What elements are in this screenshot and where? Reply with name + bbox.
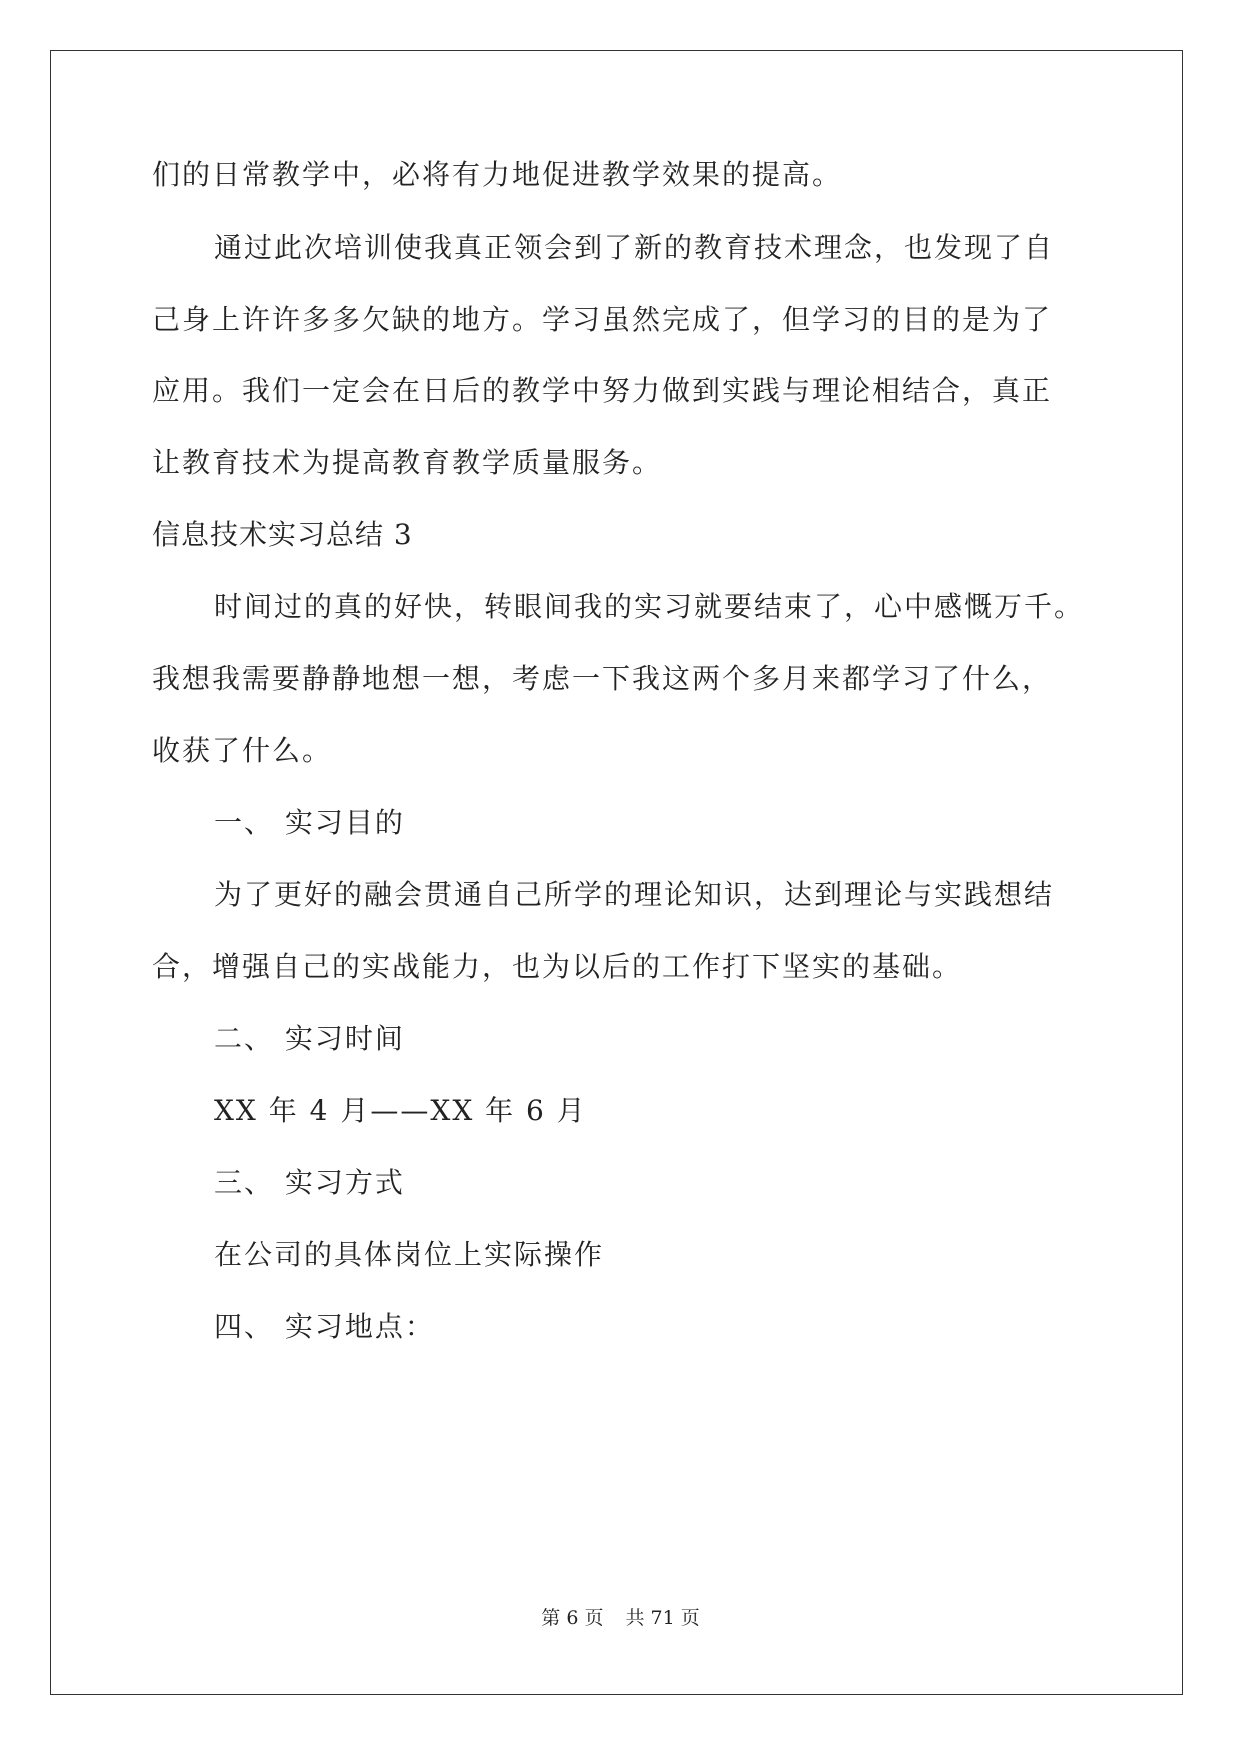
- body-text-line: 我想我需要静静地想一想，考虑一下我这两个多月来都学习了什么，: [152, 662, 1053, 695]
- date-range-text: XX 年 4 月——XX 年 6 月: [214, 1094, 587, 1127]
- subsection-heading: 四、 实习地点：: [214, 1310, 435, 1343]
- page-number: 第 6 页: [541, 1607, 604, 1629]
- subsection-heading: 一、 实习目的: [214, 806, 405, 839]
- body-text-line: 合，增强自己的实战能力，也为以后的工作打下坚实的基础。: [152, 950, 963, 983]
- page-footer: [0, 1606, 1241, 1630]
- paragraph-first-line: 通过此次培训使我真正领会到了新的教育技术理念，也发现了自: [214, 231, 1055, 264]
- body-text-line: 让教育技术为提高教育教学质量服务。: [152, 446, 663, 479]
- body-text-line: 己身上许许多多欠缺的地方。学习虽然完成了，但学习的目的是为了: [152, 303, 1053, 336]
- page-border: [50, 50, 1183, 1695]
- body-text-line: 收获了什么。: [152, 734, 333, 767]
- subsection-heading: 三、 实习方式: [214, 1166, 405, 1199]
- paragraph-first-line: 时间过的真的好快，转眼间我的实习就要结束了，心中感慨万千。: [214, 590, 1085, 623]
- subsection-heading: 二、 实习时间: [214, 1022, 405, 1055]
- paragraph-first-line: 为了更好的融会贯通自己所学的理论知识，达到理论与实践想结: [214, 878, 1055, 911]
- page-total: 共 71 页: [625, 1607, 700, 1629]
- body-text-line: 应用。我们一定会在日后的教学中努力做到实践与理论相结合，真正: [152, 374, 1053, 407]
- section-title: 信息技术实习总结 3: [152, 518, 413, 551]
- body-text-line: 在公司的具体岗位上实际操作: [214, 1238, 605, 1271]
- body-text-line: 们的日常教学中，必将有力地促进教学效果的提高。: [152, 158, 843, 191]
